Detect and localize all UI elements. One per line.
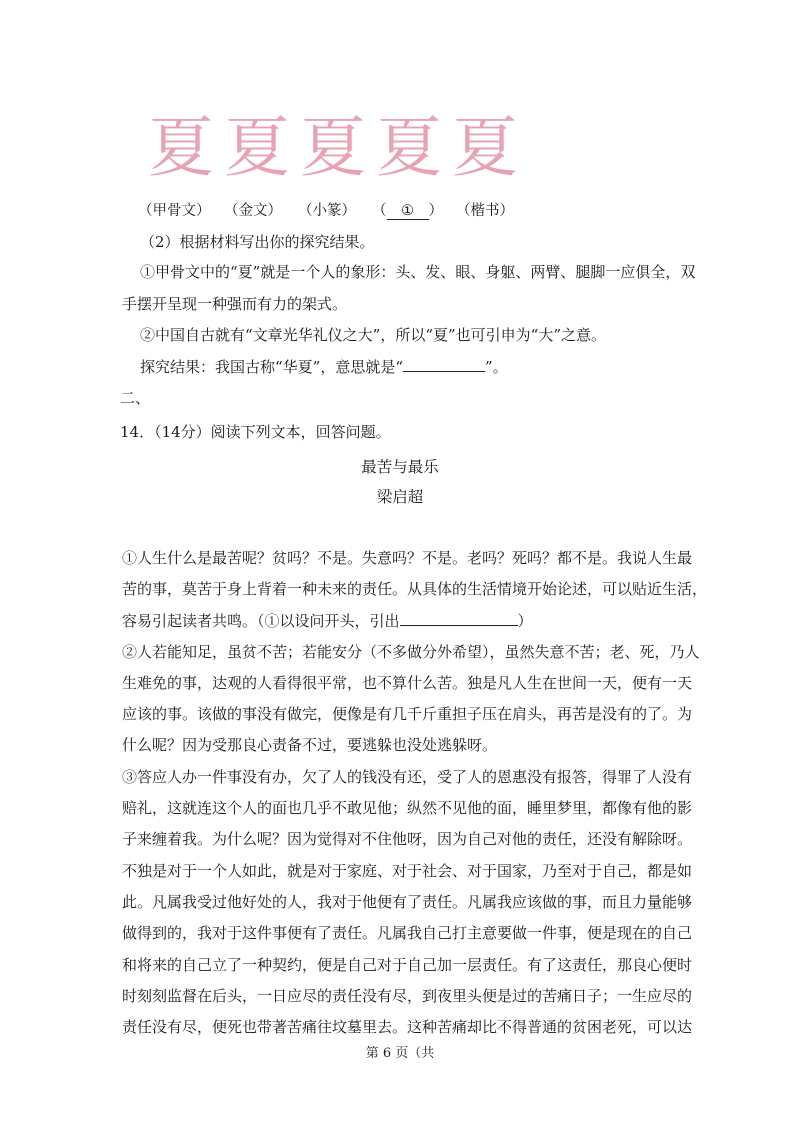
material-1-line-2: 手摆开呈现一种强而有力的架式。	[122, 295, 348, 313]
para2-line: 什么呢？因为受那良心责备不过，要逃躲也没处逃躲呀。	[122, 736, 498, 754]
para3-line: 时刻刻监督在后头，一日应尽的责任没有尽，到夜里头便是过的苦痛日子；一生应尽的	[122, 987, 693, 1005]
small-seal-glyph: 夏	[300, 109, 366, 186]
para2-line: 生难免的事，达观的人看得很平常，也不算什么苦。独是凡人生在世间一天，便有一天	[122, 674, 693, 692]
page-footer: 第 6 页（共	[365, 1046, 435, 1061]
label-jinwen: （金文）	[224, 203, 282, 219]
para1-annotation-blank	[400, 609, 518, 626]
article-title: 最苦与最乐	[361, 458, 439, 476]
para3-line: 此。凡属我受过他好处的人，我对于他便有了责任。凡属我应该做的事，而且力量能够	[122, 893, 693, 911]
para3-line: 责任没有尽，便死也带著苦痛往坟墓里去。这种苦痛却比不得普通的贫困老死，可以达	[122, 1018, 693, 1036]
para3-line: 赔礼，这就连这个人的面也几乎不敢见他；纵然不见他的面，睡里梦里，都像有他的影	[122, 799, 693, 817]
research-result-prefix: 探究结果：我国古称“华夏”，意思就是“	[140, 358, 404, 376]
material-1-line-1: ①甲骨文中的“夏”就是一个人的象形：头、发、眼、身躯、两臂、腿脚一应俱全，双	[140, 263, 696, 281]
question-14: 14．（14分）阅读下列文本，回答问题。	[120, 423, 391, 441]
question-2: （2）根据材料写出你的探究结果。	[140, 233, 375, 251]
label-blank-open: （	[372, 203, 387, 219]
article-author: 梁启超	[376, 488, 424, 506]
label-blank-close: ）	[428, 203, 443, 219]
regular-script-glyph: 夏	[452, 109, 518, 186]
research-result	[140, 355, 508, 378]
bronze-glyph: 夏	[224, 109, 290, 186]
para3-line: 子来缠着我。为什么呢？因为觉得对不住他呀，因为自己对他的责任，还没有解除呀。	[122, 830, 693, 848]
oracle-bone-glyph: 夏	[148, 109, 214, 186]
para1-last-suffix: ）	[517, 612, 533, 630]
para3-line: ③答应人办一件事没有办，欠了人的钱没有还，受了人的恩惠没有报答，得罪了人没有	[122, 768, 693, 786]
para2-line: 应该的事。该做的事没有做完，便像是有几千斤重担子压在肩头，再苦是没有的了。为	[122, 705, 693, 723]
para3-line: 和将来的自己立了一种契约，便是自己对于自己加一层责任。有了这责任，那良心便时	[122, 956, 693, 974]
para3-line: 做得到的，我对于这件事便有了责任。凡属我自己打主意要做一件事，便是现在的自己	[122, 924, 693, 942]
research-result-suffix: ”。	[485, 358, 508, 376]
blank-script-glyph: 夏	[376, 109, 442, 186]
blank-answer-1: ①	[387, 203, 429, 220]
para1-line-last	[122, 609, 533, 632]
para3-line: 不独是对于一个人如此，就是对于家庭、对于社会、对于国家，乃至对于自己，都是如	[122, 862, 693, 880]
para1-line: ①人生什么是最苦呢？贫吗？不是。失意吗？不是。老吗？死吗？都不是。我说人生最	[122, 549, 693, 567]
research-result-blank	[403, 355, 485, 372]
label-xiaozhuan: （小篆）	[298, 203, 356, 219]
label-blank	[372, 199, 443, 220]
material-2: ②中国自古就有“文章光华礼仪之大”，所以“夏”也可引申为“大”之意。	[140, 326, 607, 344]
para1-last-prefix: 容易引起读者共鸣。（①以设问开头，引出	[122, 612, 400, 630]
para2-line: ②人若能知足，虽贫不苦；若能安分（不多做分外希望），虽然失意不苦；老、死，乃人	[122, 643, 700, 661]
para1-line: 苦的事，莫苦于身上背着一种未来的责任。从具体的生活情境开始论述，可以贴近生活，	[122, 580, 708, 598]
label-kaishu: （楷书）	[456, 203, 514, 219]
character-evolution-row	[140, 108, 520, 198]
label-jiaguwen: （甲骨文）	[138, 203, 211, 219]
section-two-heading: 二、	[120, 389, 151, 407]
